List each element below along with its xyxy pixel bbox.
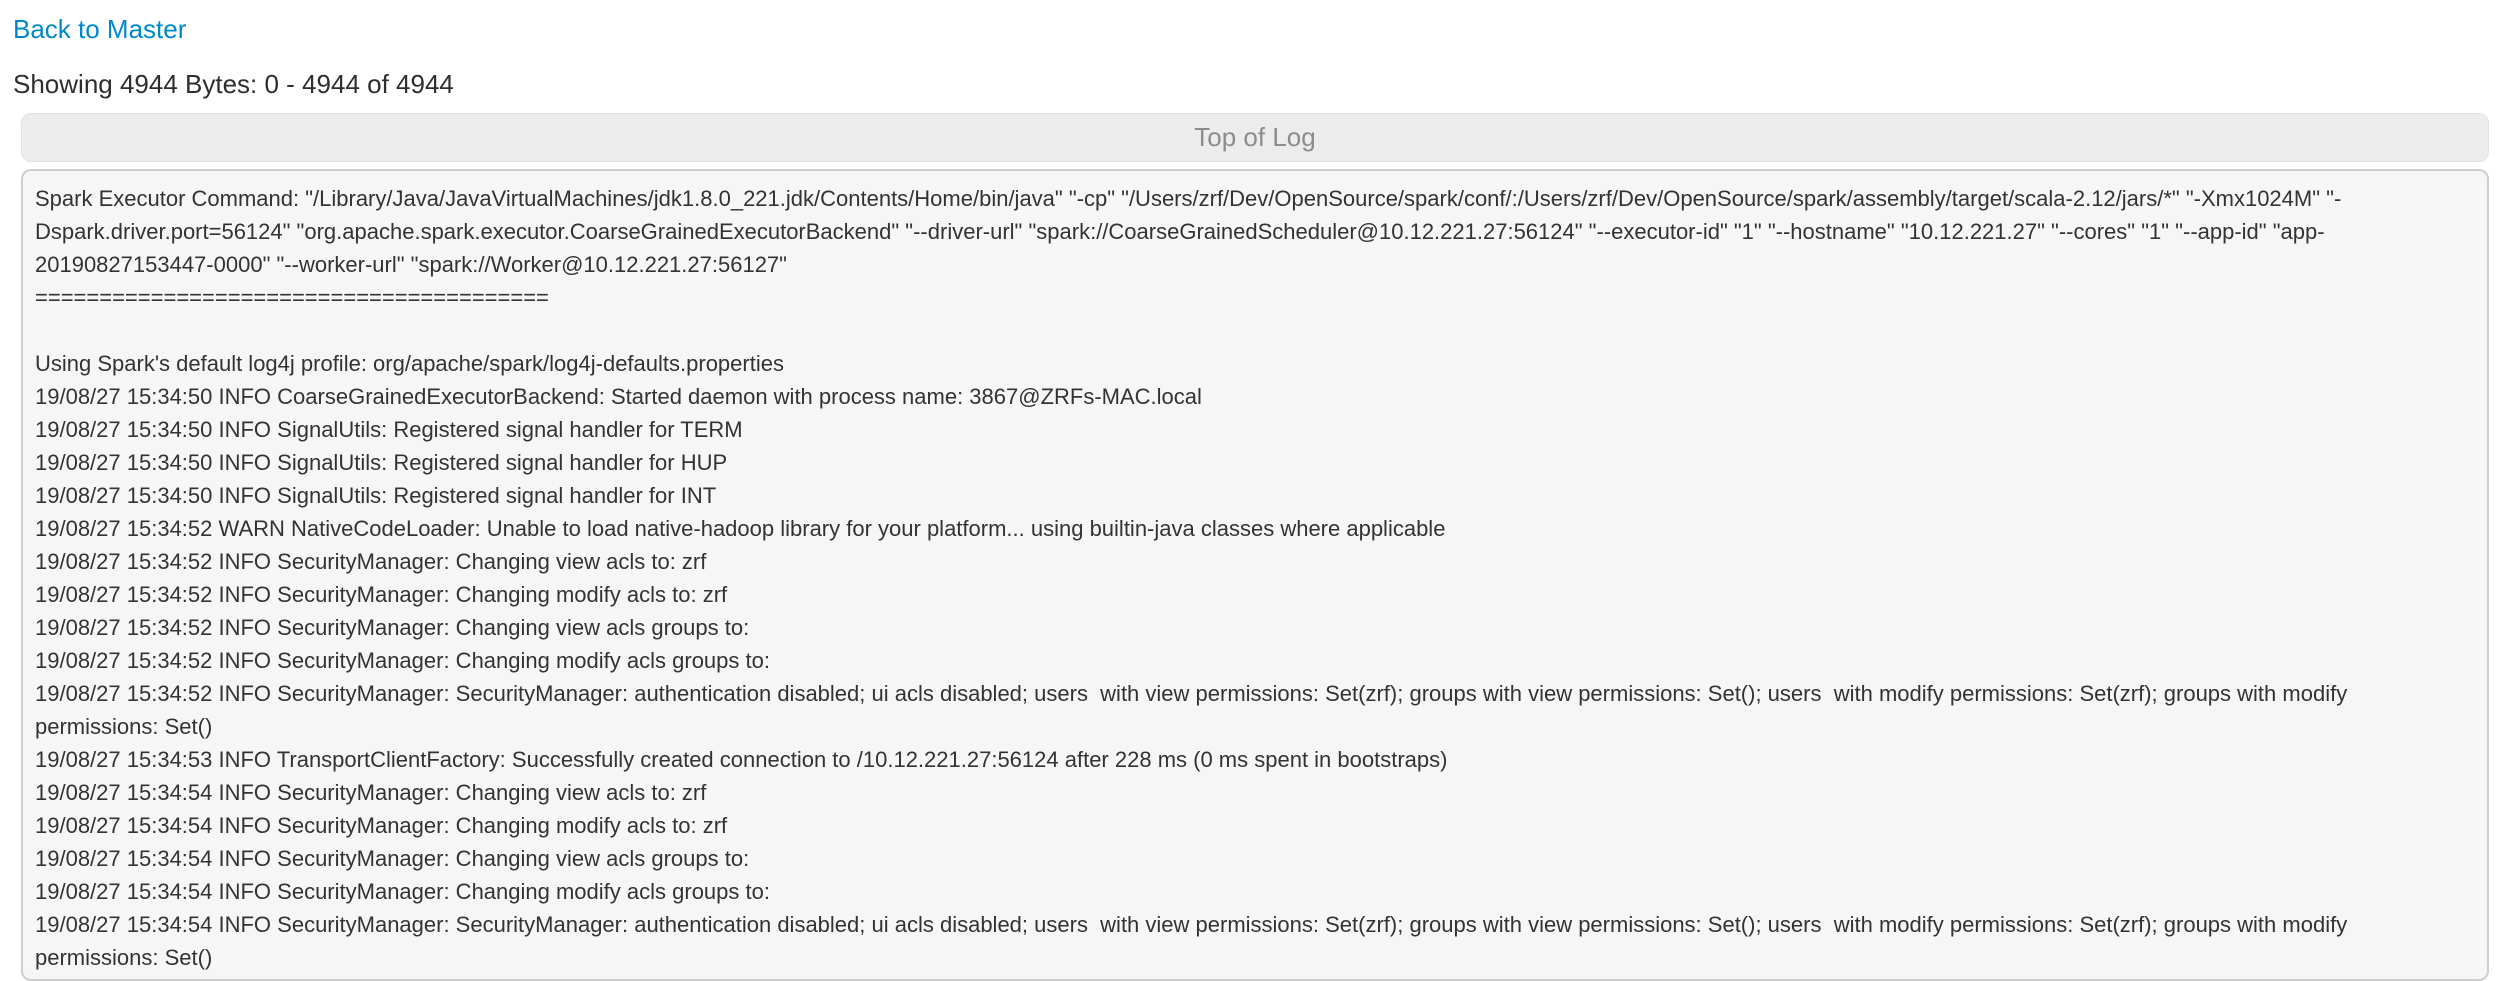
log-line: 19/08/27 15:34:54 INFO SecurityManager: Changing modify acls to: zrf <box>35 813 728 838</box>
log-line: 19/08/27 15:34:52 INFO SecurityManager: Changing modify acls to: zrf <box>35 582 728 607</box>
log-line: 19/08/27 15:34:50 INFO SignalUtils: Registered signal handler for INT <box>35 483 717 508</box>
log-line: 19/08/27 15:34:54 INFO SecurityManager: Changing modify acls groups to: <box>35 879 770 904</box>
header-link-row <box>13 14 2497 45</box>
top-of-log-button[interactable]: Top of Log <box>21 113 2489 162</box>
log-line: 19/08/27 15:34:53 INFO TransportClientFactory: Successfully created connection to /10.12.221.27:56124 after 228 ms (0 ms spent in bootstraps) <box>35 747 1448 772</box>
log-line: 19/08/27 15:34:50 INFO SignalUtils: Registered signal handler for HUP <box>35 450 728 475</box>
log-line: 19/08/27 15:34:54 INFO SecurityManager: Changing view acls groups to: <box>35 846 750 871</box>
back-to-master-link[interactable]: Back to Master <box>13 14 187 44</box>
byte-range-text: Showing 4944 Bytes: 0 - 4944 of 4944 <box>13 69 454 99</box>
log-line <box>35 314 2475 347</box>
log-line: Using Spark's default log4j profile: org/apache/spark/log4j-defaults.properties <box>35 351 784 376</box>
log-line: 19/08/27 15:34:50 INFO CoarseGrainedExecutorBackend: Started daemon with process name: 3867@ZRFs-MAC.local <box>35 384 1202 409</box>
log-line: 19/08/27 15:34:50 INFO SignalUtils: Registered signal handler for TERM <box>35 417 743 442</box>
log-line: 19/08/27 15:34:54 INFO SecurityManager: SecurityManager: authentication disabled; ui acls disabled; users with view permissions: Set(zrf); groups with view permissions: Set(); users with modify permissions: Set(zrf); groups with modify permissions: Set() <box>35 912 2354 970</box>
log-line: 19/08/27 15:34:52 INFO SecurityManager: SecurityManager: authentication disabled; ui acls disabled; users with view permissions: Set(zrf); groups with view permissions: Set(); users with modify permissions: Set(zrf); groups with modify permissions: Set() <box>35 681 2354 739</box>
log-line: 19/08/27 15:34:52 INFO SecurityManager: Changing view acls groups to: <box>35 615 750 640</box>
log-line: 19/08/27 15:34:54 INFO SecurityManager: Changing view acls to: zrf <box>35 780 707 805</box>
log-line: Spark Executor Command: "/Library/Java/JavaVirtualMachines/jdk1.8.0_221.jdk/Contents/Home/bin/java" "-cp" "/Users/zrf/Dev/OpenSource/spark/conf/:/Users/zrf/Dev/OpenSource/spark/assembly/target/scala-2.12/jars/*" "-Xmx1024M" "-Dspark.driver.port=56124" "org.apache.spark.executor.CoarseGrainedExecutorBackend" "--driver-url" "spark://CoarseGrainedScheduler@10.12.221.27:56124" "--executor-id" "1" "--hostname" "10.12.221.27" "--cores" "1" "--app-id" "app-20190827153447-0000" "--worker-url" "spark://Worker@10.12.221.27:56127" <box>35 186 2342 277</box>
log-line: 19/08/27 15:34:52 INFO SecurityManager: Changing view acls to: zrf <box>35 549 707 574</box>
log-line: 19/08/27 15:34:52 WARN NativeCodeLoader: Unable to load native-hadoop library for your platform... using builtin-java classes where applicable <box>35 516 1446 541</box>
log-line: 19/08/27 15:34:52 INFO SecurityManager: Changing modify acls groups to: <box>35 648 770 673</box>
log-text <box>35 182 2475 974</box>
log-line: ======================================== <box>35 285 549 310</box>
log-content-panel[interactable] <box>21 169 2489 981</box>
